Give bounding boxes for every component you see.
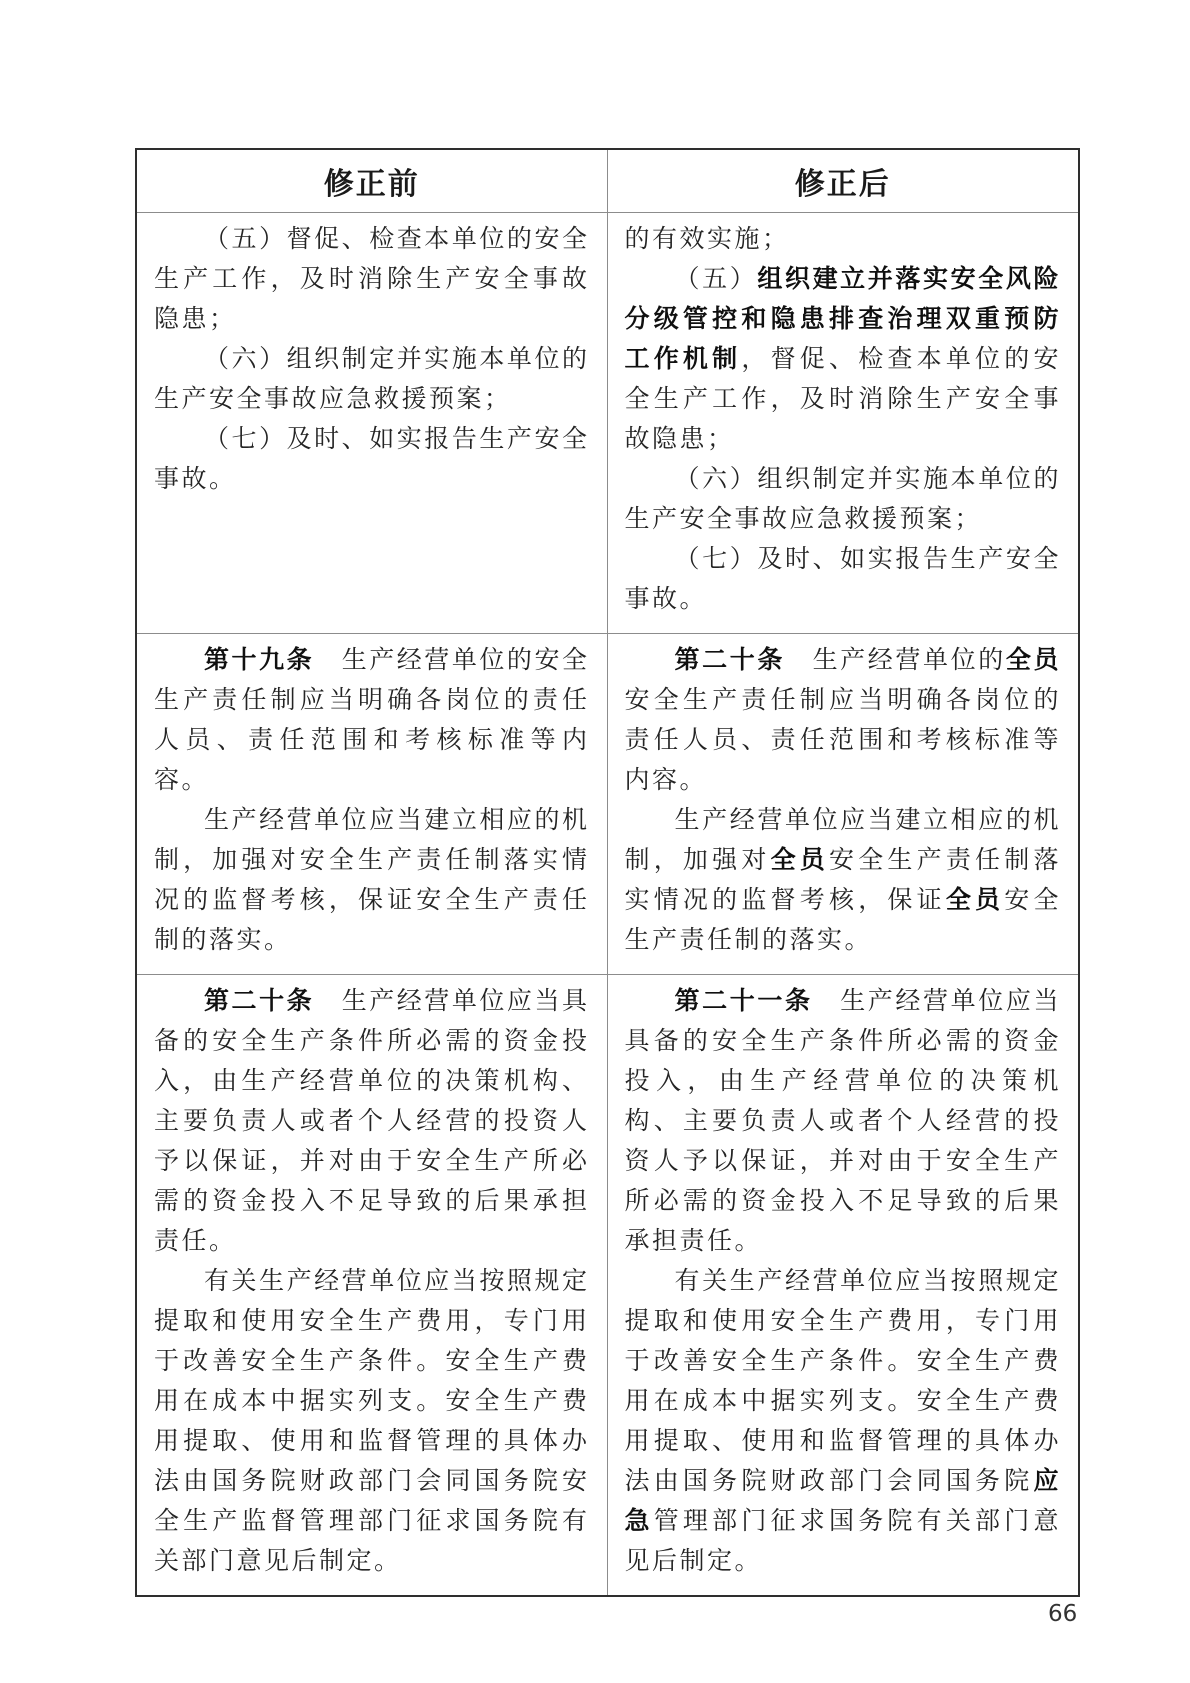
paragraph xyxy=(625,539,1062,619)
body-text: （七）及时、如实报告生产安全事故。 xyxy=(154,424,590,493)
body-text: ，督促、检查本单位的安全生产工作，及时消除生产安全事故隐患； xyxy=(624,344,1061,453)
amended-text: 第十九条 xyxy=(204,645,315,674)
amended-text: 全员 xyxy=(1005,645,1061,674)
table-row xyxy=(137,975,1078,1595)
paragraph xyxy=(625,1261,1062,1581)
body-text: 生产经营单位应当建立相应的机制，加强对 xyxy=(624,805,1061,874)
paragraph xyxy=(154,640,590,800)
paragraph xyxy=(625,459,1062,539)
paragraph xyxy=(154,1261,590,1581)
table-header-row xyxy=(137,150,1078,213)
body-text: 有关生产经营单位应当按照规定提取和使用安全生产费用，专门用于改善安全生产条件。安全生产费用在成本中据实列支。安全生产费用提取、使用和监督管理的具体办法由国务院财政部门会同国务院安全生产监督管理部门征求国务院有关部门意见后制定。 xyxy=(154,1266,590,1575)
amended-text: 应急 xyxy=(624,1466,1061,1535)
body-text: 安全生产责任制的落实。 xyxy=(624,885,1061,954)
body-text: （五） xyxy=(674,264,758,293)
cell-after-row-1 xyxy=(608,213,1079,633)
paragraph xyxy=(154,419,590,499)
amended-text: 第二十条 xyxy=(204,986,315,1015)
body-text: （六）组织制定并实施本单位的生产安全事故应急救援预案； xyxy=(624,464,1061,533)
amended-text: 第二十一条 xyxy=(674,986,813,1015)
table-row xyxy=(137,634,1078,975)
cell-after-row-3 xyxy=(608,975,1079,1595)
body-text: 生产经营单位的安全生产责任制应当明确各岗位的责任人员、责任范围和考核标准等内容。 xyxy=(154,645,590,794)
body-text: 有关生产经营单位应当按照规定提取和使用安全生产费用，专门用于改善安全生产条件。安全生产费用在成本中据实列支。安全生产费用提取、使用和监督管理的具体办法由国务院财政部门会同国务院 xyxy=(624,1266,1061,1495)
amended-text: 全员 xyxy=(945,885,1005,914)
header-after: 修正后 xyxy=(794,167,891,202)
page-number: 66 xyxy=(1048,1601,1078,1627)
amended-text: 第二十条 xyxy=(674,645,785,674)
body-text: 管理部门征求国务院有关部门意见后制定。 xyxy=(624,1506,1061,1575)
paragraph xyxy=(625,259,1062,459)
body-text: 安全生产责任制落实情况的监督考核，保证 xyxy=(624,845,1061,914)
body-text: 生产经营单位应当具备的安全生产条件所必需的资金投入，由生产经营单位的决策机构、主要负责人或者个人经营的投资人予以保证，并对由于安全生产所必需的资金投入不足导致的后果承担责任。 xyxy=(624,986,1061,1255)
body-text: 的有效实施； xyxy=(624,224,790,253)
amended-text: 全员 xyxy=(770,845,829,874)
cell-before-row-2 xyxy=(137,634,608,974)
body-text: （五）督促、检查本单位的安全生产工作，及时消除生产安全事故隐患； xyxy=(154,224,590,333)
paragraph xyxy=(625,640,1062,800)
paragraph xyxy=(625,981,1062,1261)
comparison-table xyxy=(135,148,1080,1597)
cell-after-row-2 xyxy=(608,634,1079,974)
body-text: （七）及时、如实报告生产安全事故。 xyxy=(624,544,1061,613)
header-before: 修正前 xyxy=(137,150,608,212)
cell-before-row-1 xyxy=(137,213,608,633)
paragraph xyxy=(154,981,590,1261)
amended-text: 组织建立并落实安全风险分级管控和隐患排查治理双重预防工作机制 xyxy=(624,264,1061,373)
body-text: （六）组织制定并实施本单位的生产安全事故应急救援预案； xyxy=(154,344,590,413)
paragraph xyxy=(625,800,1062,960)
body-text: 生产经营单位的 xyxy=(784,645,1006,674)
paragraph xyxy=(154,219,590,339)
paragraph xyxy=(154,339,590,419)
table-row xyxy=(137,213,1078,634)
body-text: 生产经营单位应当具备的安全生产条件所必需的资金投入，由生产经营单位的决策机构、主要负责人或者个人经营的投资人予以保证，并对由于安全生产所必需的资金投入不足导致的后果承担责任。 xyxy=(154,986,590,1255)
body-text: 生产经营单位应当建立相应的机制，加强对安全生产责任制落实情况的监督考核，保证安全生产责任制的落实。 xyxy=(154,805,590,954)
body-text: 安全生产责任制应当明确各岗位的责任人员、责任范围和考核标准等内容。 xyxy=(624,685,1061,794)
paragraph xyxy=(625,219,1062,259)
cell-before-row-3 xyxy=(137,975,608,1595)
paragraph xyxy=(154,800,590,960)
